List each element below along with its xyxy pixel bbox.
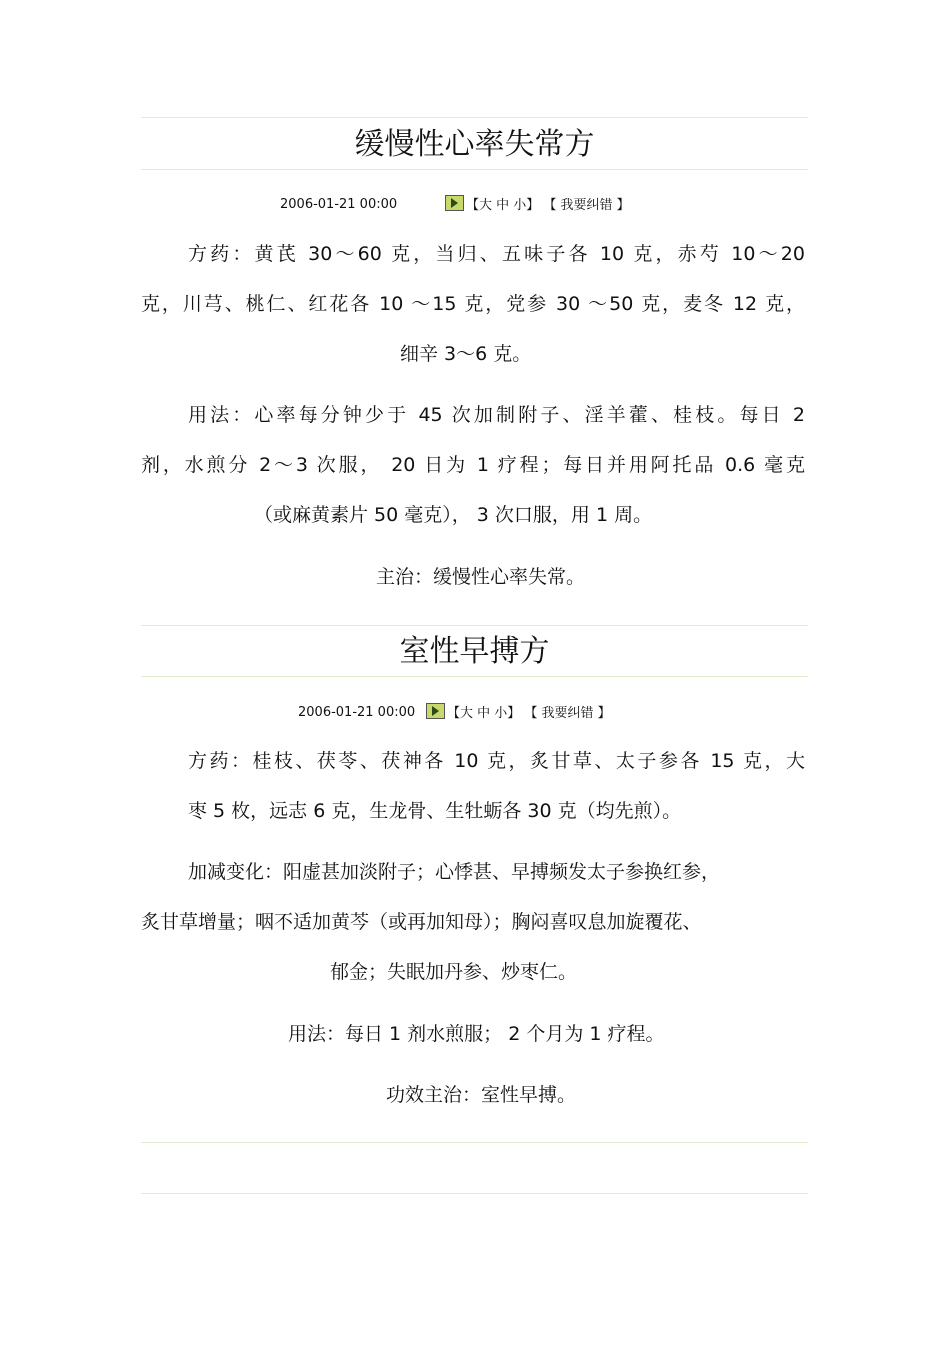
divider — [141, 1142, 808, 1143]
paragraph-line: 加减变化：阳虚甚加淡附子；心悸甚、早搏频发太子参换红参， — [188, 861, 721, 883]
font-size-links[interactable]: 【大 中 小】 — [447, 706, 521, 721]
paragraph-line: 功效主治：室性早搏。 — [386, 1084, 577, 1106]
divider — [141, 169, 808, 170]
print-icon[interactable] — [445, 195, 464, 211]
article-tools — [426, 703, 611, 723]
divider — [141, 625, 808, 626]
divider — [141, 1193, 808, 1194]
article-date: 2006-01-21 00:00 — [280, 197, 398, 212]
divider — [141, 117, 808, 118]
article-title: 室性早搏方 — [399, 634, 550, 669]
paragraph-line: 用法：心率每分钟少于 45 次加制附子、淫羊藿、桂枝。每日 2 — [188, 404, 805, 426]
article-date: 2006-01-21 00:00 — [298, 705, 416, 720]
divider — [141, 676, 808, 677]
article-title: 缓慢性心率失常方 — [354, 127, 595, 162]
paragraph-line: 郁金；失眠加丹参、炒枣仁。 — [330, 961, 578, 983]
paragraph-line: 枣 5 枚，远志 6 克，生龙骨、生牡蛎各 30 克（均先煎）。 — [188, 800, 682, 822]
paragraph-line: 克，川芎、桃仁、红花各 10 ～15 克，党参 30 ～50 克，麦冬 12 克， — [141, 293, 805, 315]
paragraph-line: （或麻黄素片 50 毫克）， 3 次口服，用 1 周。 — [254, 504, 653, 526]
font-size-links[interactable]: 【大 中 小】 — [466, 198, 540, 213]
paragraph-line: 炙甘草增量；咽不适加黄芩（或再加知母）；胸闷喜叹息加旋覆花、 — [141, 911, 702, 933]
paragraph-line: 方药：桂枝、茯苓、茯神各 10 克，炙甘草、太子参各 15 克，大 — [188, 750, 805, 772]
correct-link[interactable]: 【 我要纠错 】 — [524, 706, 611, 721]
correct-link[interactable]: 【 我要纠错 】 — [543, 198, 630, 213]
paragraph-line: 方药：黄芪 30～60 克，当归、五味子各 10 克，赤芍 10～20 — [188, 243, 805, 265]
paragraph-line: 细辛 3～6 克。 — [400, 343, 532, 365]
paragraph-line: 用法：每日 1 剂水煎服； 2 个月为 1 疗程。 — [288, 1023, 665, 1045]
paragraph-line: 剂，水煎分 2～3 次服， 20 日为 1 疗程；每日并用阿托品 0.6 毫克 — [141, 454, 805, 476]
article-tools — [445, 195, 630, 215]
print-icon[interactable] — [426, 703, 445, 719]
paragraph-line: 主治：缓慢性心率失常。 — [376, 566, 586, 588]
